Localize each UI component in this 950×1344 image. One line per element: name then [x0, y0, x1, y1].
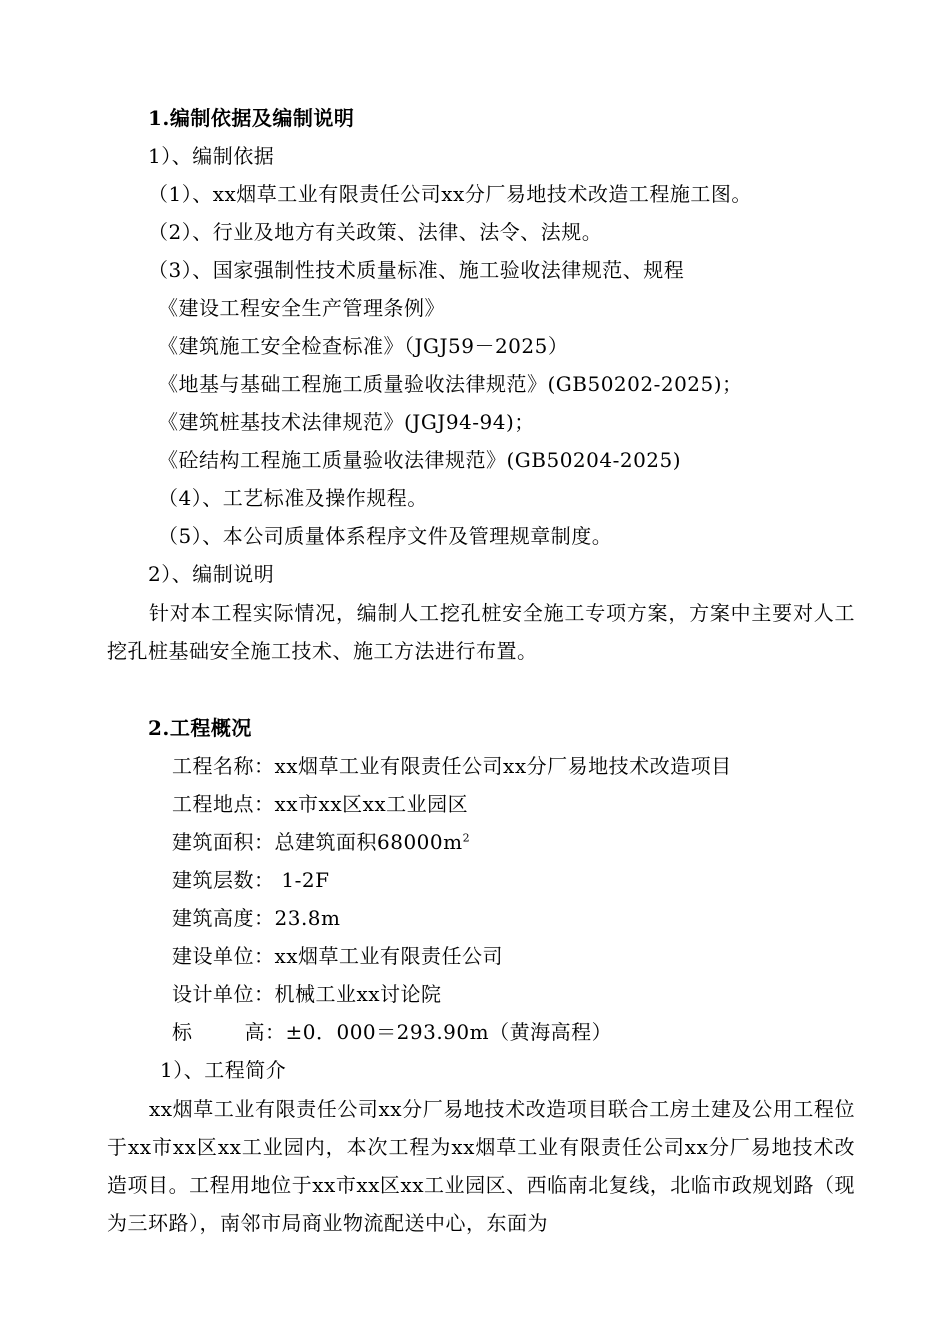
area-superscript: 2 — [462, 831, 471, 845]
project-info-item: 工程地点：xx市xx区xx工业园区 — [172, 792, 469, 816]
basis-item: 《砼结构工程施工质量验收法律规范》(GB50204-2025) — [158, 448, 682, 472]
basis-item: 《建筑施工安全检查标准》（JGJ59－2025） — [158, 334, 569, 358]
basis-title: 1）、编制依据 — [148, 144, 275, 168]
basis-item: （5）、本公司质量体系程序文件及管理规章制度。 — [158, 524, 613, 548]
project-info-area — [172, 829, 470, 855]
project-info-item: 建筑层数： 1-2F — [172, 868, 330, 892]
section-1-heading: 1.编制依据及编制说明 — [148, 106, 355, 130]
project-info-elevation — [172, 1019, 612, 1045]
section-2-heading: 2.工程概况 — [148, 716, 252, 740]
project-info-item: 工程名称：xx烟草工业有限责任公司xx分厂易地技术改造项目 — [172, 754, 732, 778]
basis-item: 《地基与基础工程施工质量验收法律规范》(GB50202-2025)； — [158, 372, 743, 396]
basis-item: （1）、xx烟草工业有限责任公司xx分厂易地技术改造工程施工图。 — [148, 182, 752, 206]
project-info-item: 建设单位：xx烟草工业有限责任公司 — [172, 944, 504, 968]
project-info-item: 建筑高度：23.8m — [172, 906, 341, 930]
intro-paragraph: xx烟草工业有限责任公司xx分厂易地技术改造项目联合工房土建及公用工程位于xx市xx区xx工业园内，本次工程为xx烟草工业有限责任公司xx分厂易地技术改造项目。工程用地位于xx市xx区xx工业园区、西临南北复线，北临市政规划路（现为三环路），南邻市局商业物流配送中心，东面为 — [107, 1097, 855, 1235]
elevation-label-b: 高：±0．000＝293.90m（黄海高程） — [244, 1020, 613, 1044]
basis-item: 《建筑桩基技术法律规范》(JGJ94-94)； — [158, 410, 535, 434]
intro-title: 1）、工程简介 — [160, 1058, 287, 1082]
elevation-label-a: 标 — [172, 1020, 193, 1044]
explain-title: 2）、编制说明 — [148, 562, 275, 586]
basis-item: （4）、工艺标准及操作规程。 — [158, 486, 428, 510]
basis-item: （2）、行业及地方有关政策、法律、法令、法规。 — [148, 220, 603, 244]
explain-paragraph: 针对本工程实际情况，编制人工挖孔桩安全施工专项方案，方案中主要对人工挖孔桩基础安全施工技术、施工方法进行布置。 — [107, 601, 855, 663]
basis-item: 《建设工程安全生产管理条例》 — [158, 296, 445, 320]
area-text: 建筑面积：总建筑面积68000m — [172, 830, 463, 854]
project-info-item: 设计单位：机械工业xx讨论院 — [172, 982, 442, 1006]
basis-item: （3）、国家强制性技术质量标准、施工验收法律规范、规程 — [148, 258, 685, 282]
